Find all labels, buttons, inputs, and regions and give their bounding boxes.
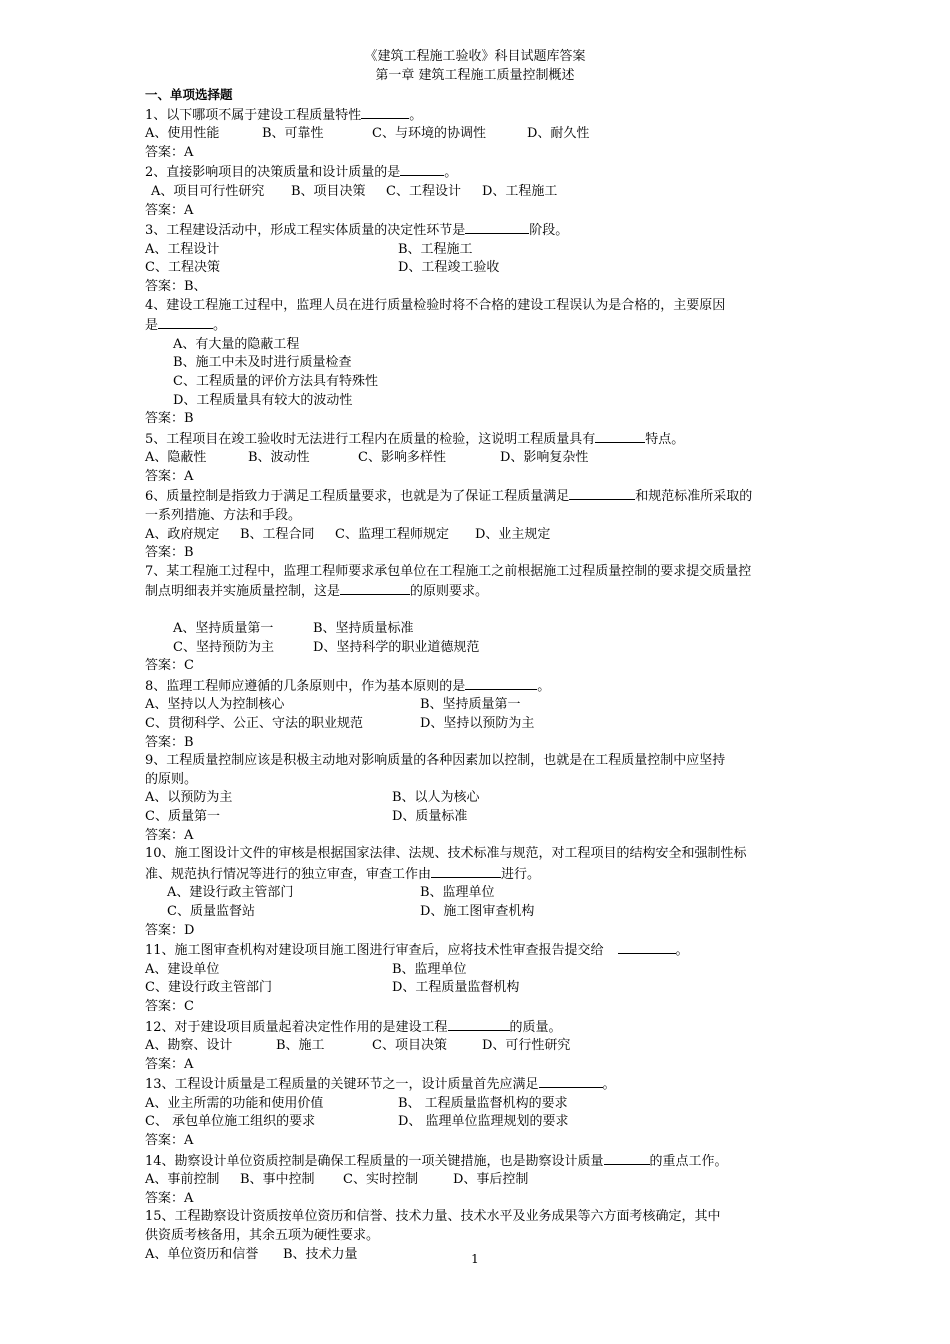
question-15-cont: 供资质考核备用，其余五项为硬性要求。 (145, 1228, 380, 1244)
options-15: A、单位资历和信誉 B、技术力量 (145, 1246, 358, 1262)
question-15: 15、工程勘察设计资质按单位资历和信誉、技术力量、技术水平及业务成果等六方面考核确定，其中 (145, 1209, 721, 1225)
options-6: A、政府规定 B、工程合同 C、监理工程师规定 D、业主规定 (145, 526, 551, 542)
question-10: 10、施工图设计文件的审核是根据国家法律、法规、技术标准与规范，对工程项目的结构安全和强制性标 (145, 846, 747, 862)
answer-blank (158, 315, 213, 329)
options-11b: C、建设行政主管部门 D、工程质量监督机构 (145, 980, 520, 996)
question-list (145, 86, 810, 1264)
options-1: A、使用性能 B、可靠性 C、与环境的协调性 D、耐久性 (145, 126, 590, 142)
options-10a: A、建设行政主管部门 B、监理单位 (167, 885, 495, 901)
option-4d: D、工程质量具有较大的波动性 (173, 392, 353, 408)
question-1: 1、以下哪项不属于建设工程质量特性 。 (145, 105, 810, 126)
answer-8: 答案：B (145, 734, 194, 750)
options-7a: A、坚持质量第一 B、坚持质量标准 (173, 621, 414, 637)
answer-10: 答案：D (145, 922, 195, 938)
options-3a: A、工程设计 B、工程施工 (145, 241, 473, 257)
answer-2: 答案：A (145, 202, 194, 218)
options-10b: C、质量监督站 D、施工图审查机构 (167, 903, 535, 919)
chapter-title: 第一章 建筑工程施工质量控制概述 (375, 68, 575, 83)
option-4a: A、有大量的隐蔽工程 (173, 336, 300, 352)
answer-9: 答案：A (145, 827, 194, 843)
options-9a: A、以预防为主 B、以人为核心 (145, 790, 480, 806)
question-7-cont: 制点明细表并实施质量控制，这是 的原则要求。 (145, 581, 810, 602)
question-2: 2、直接影响项目的决策质量和设计质量的是 。 (145, 162, 810, 183)
answer-4: 答案：B (145, 411, 194, 427)
question-10-cont: 准、规范执行情况等进行的独立审查，审查工作由 进行。 (145, 864, 810, 885)
answer-11: 答案：C (145, 998, 194, 1014)
options-12: A、勘察、设计 B、施工 C、项目决策 D、可行性研究 (145, 1038, 571, 1054)
question-6-cont: 一系列措施、方法和手段。 (145, 508, 302, 524)
options-8a: A、坚持以人为控制核心 B、坚持质量第一 (145, 697, 521, 713)
question-9: 9、工程质量控制应该是积极主动地对影响质量的各种因素加以控制，也就是在工程质量控制中应坚持 (145, 753, 726, 769)
question-9-cont: 的原则。 (145, 771, 198, 787)
question-14: 14、勘察设计单位资质控制是确保工程质量的一项关键措施，也是勘察设计质量 的重点工作。 (145, 1151, 810, 1172)
options-3b: C、工程决策 D、工程竣工验收 (145, 260, 500, 276)
answer-blank (604, 1151, 650, 1165)
answer-12: 答案：A (145, 1056, 194, 1072)
question-6: 6、质量控制是指致力于满足工程质量要求，也就是为了保证工程质量满足 和规范标准所采取的 (145, 486, 810, 507)
question-7: 7、某工程施工过程中，监理工程师要求承包单位在工程施工之前根据施工过程质量控制的要求提交质量控 (145, 563, 752, 579)
question-8: 8、监理工程师应遵循的几条原则中，作为基本原则的是 。 (145, 676, 810, 697)
page-number: 1 (471, 1252, 479, 1266)
options-9b: C、质量第一 D、质量标准 (145, 808, 468, 824)
question-3: 3、工程建设活动中，形成工程实体质量的决定性环节是 阶段。 (145, 220, 810, 241)
answer-blank (595, 429, 645, 443)
answer-blank (448, 1017, 510, 1031)
answer-blank (340, 581, 410, 595)
question-11: 11、施工图审查机构对建设项目施工图进行审查后，应将技术性审查报告提交给 。 (145, 940, 810, 961)
answer-1: 答案：A (145, 144, 194, 160)
document-title: 《建筑工程施工验收》科目试题库答案 (364, 49, 586, 64)
answer-blank (539, 1074, 603, 1088)
options-14: A、事前控制 B、事中控制 C、实时控制 D、事后控制 (145, 1172, 529, 1188)
answer-5: 答案：A (145, 468, 194, 484)
question-4-cont: 是 。 (145, 315, 810, 336)
answer-13: 答案：A (145, 1133, 194, 1149)
answer-blank (400, 162, 444, 176)
answer-14: 答案：A (145, 1190, 194, 1206)
answer-blank (569, 486, 635, 500)
options-13b: C、 承包单位施工组织的要求 D、 监理单位监理规划的要求 (145, 1114, 569, 1130)
answer-blank (465, 220, 529, 234)
answer-blank (431, 864, 501, 878)
option-4c: C、工程质量的评价方法具有特殊性 (173, 373, 378, 389)
question-4: 4、建设工程施工过程中，监理人员在进行质量检验时将不合格的建设工程误认为是合格的，主要原因 (145, 297, 726, 313)
answer-blank (465, 676, 537, 690)
section-heading: 一、单项选择题 (145, 87, 233, 102)
answer-blank (618, 940, 676, 954)
answer-3: 答案：B、 (145, 278, 207, 294)
question-13: 13、工程设计质量是工程质量的关键环节之一，设计质量首先应满足 。 (145, 1074, 810, 1095)
answer-blank (361, 105, 409, 119)
options-8b: C、贯彻科学、公正、守法的职业规范 D、坚持以预防为主 (145, 716, 535, 731)
question-5: 5、工程项目在竣工验收时无法进行工程内在质量的检验，这说明工程质量具有 特点。 (145, 429, 810, 450)
options-7b: C、坚持预防为主 D、坚持科学的职业道德规范 (173, 639, 480, 655)
options-11a: A、建设单位 B、监理单位 (145, 961, 467, 977)
answer-7: 答案：C (145, 658, 194, 674)
options-5: A、隐蔽性 B、波动性 C、影响多样性 D、影响复杂性 (145, 450, 589, 466)
answer-6: 答案：B (145, 545, 194, 561)
option-4b: B、施工中未及时进行质量检查 (173, 355, 352, 371)
question-12: 12、对于建设项目质量起着决定性作用的是建设工程 的质量。 (145, 1017, 810, 1038)
options-13a: A、业主所需的功能和使用价值 B、 工程质量监督机构的要求 (145, 1095, 568, 1111)
options-2: A、项目可行性研究 B、项目决策 C、工程设计 D、工程施工 (151, 183, 558, 199)
